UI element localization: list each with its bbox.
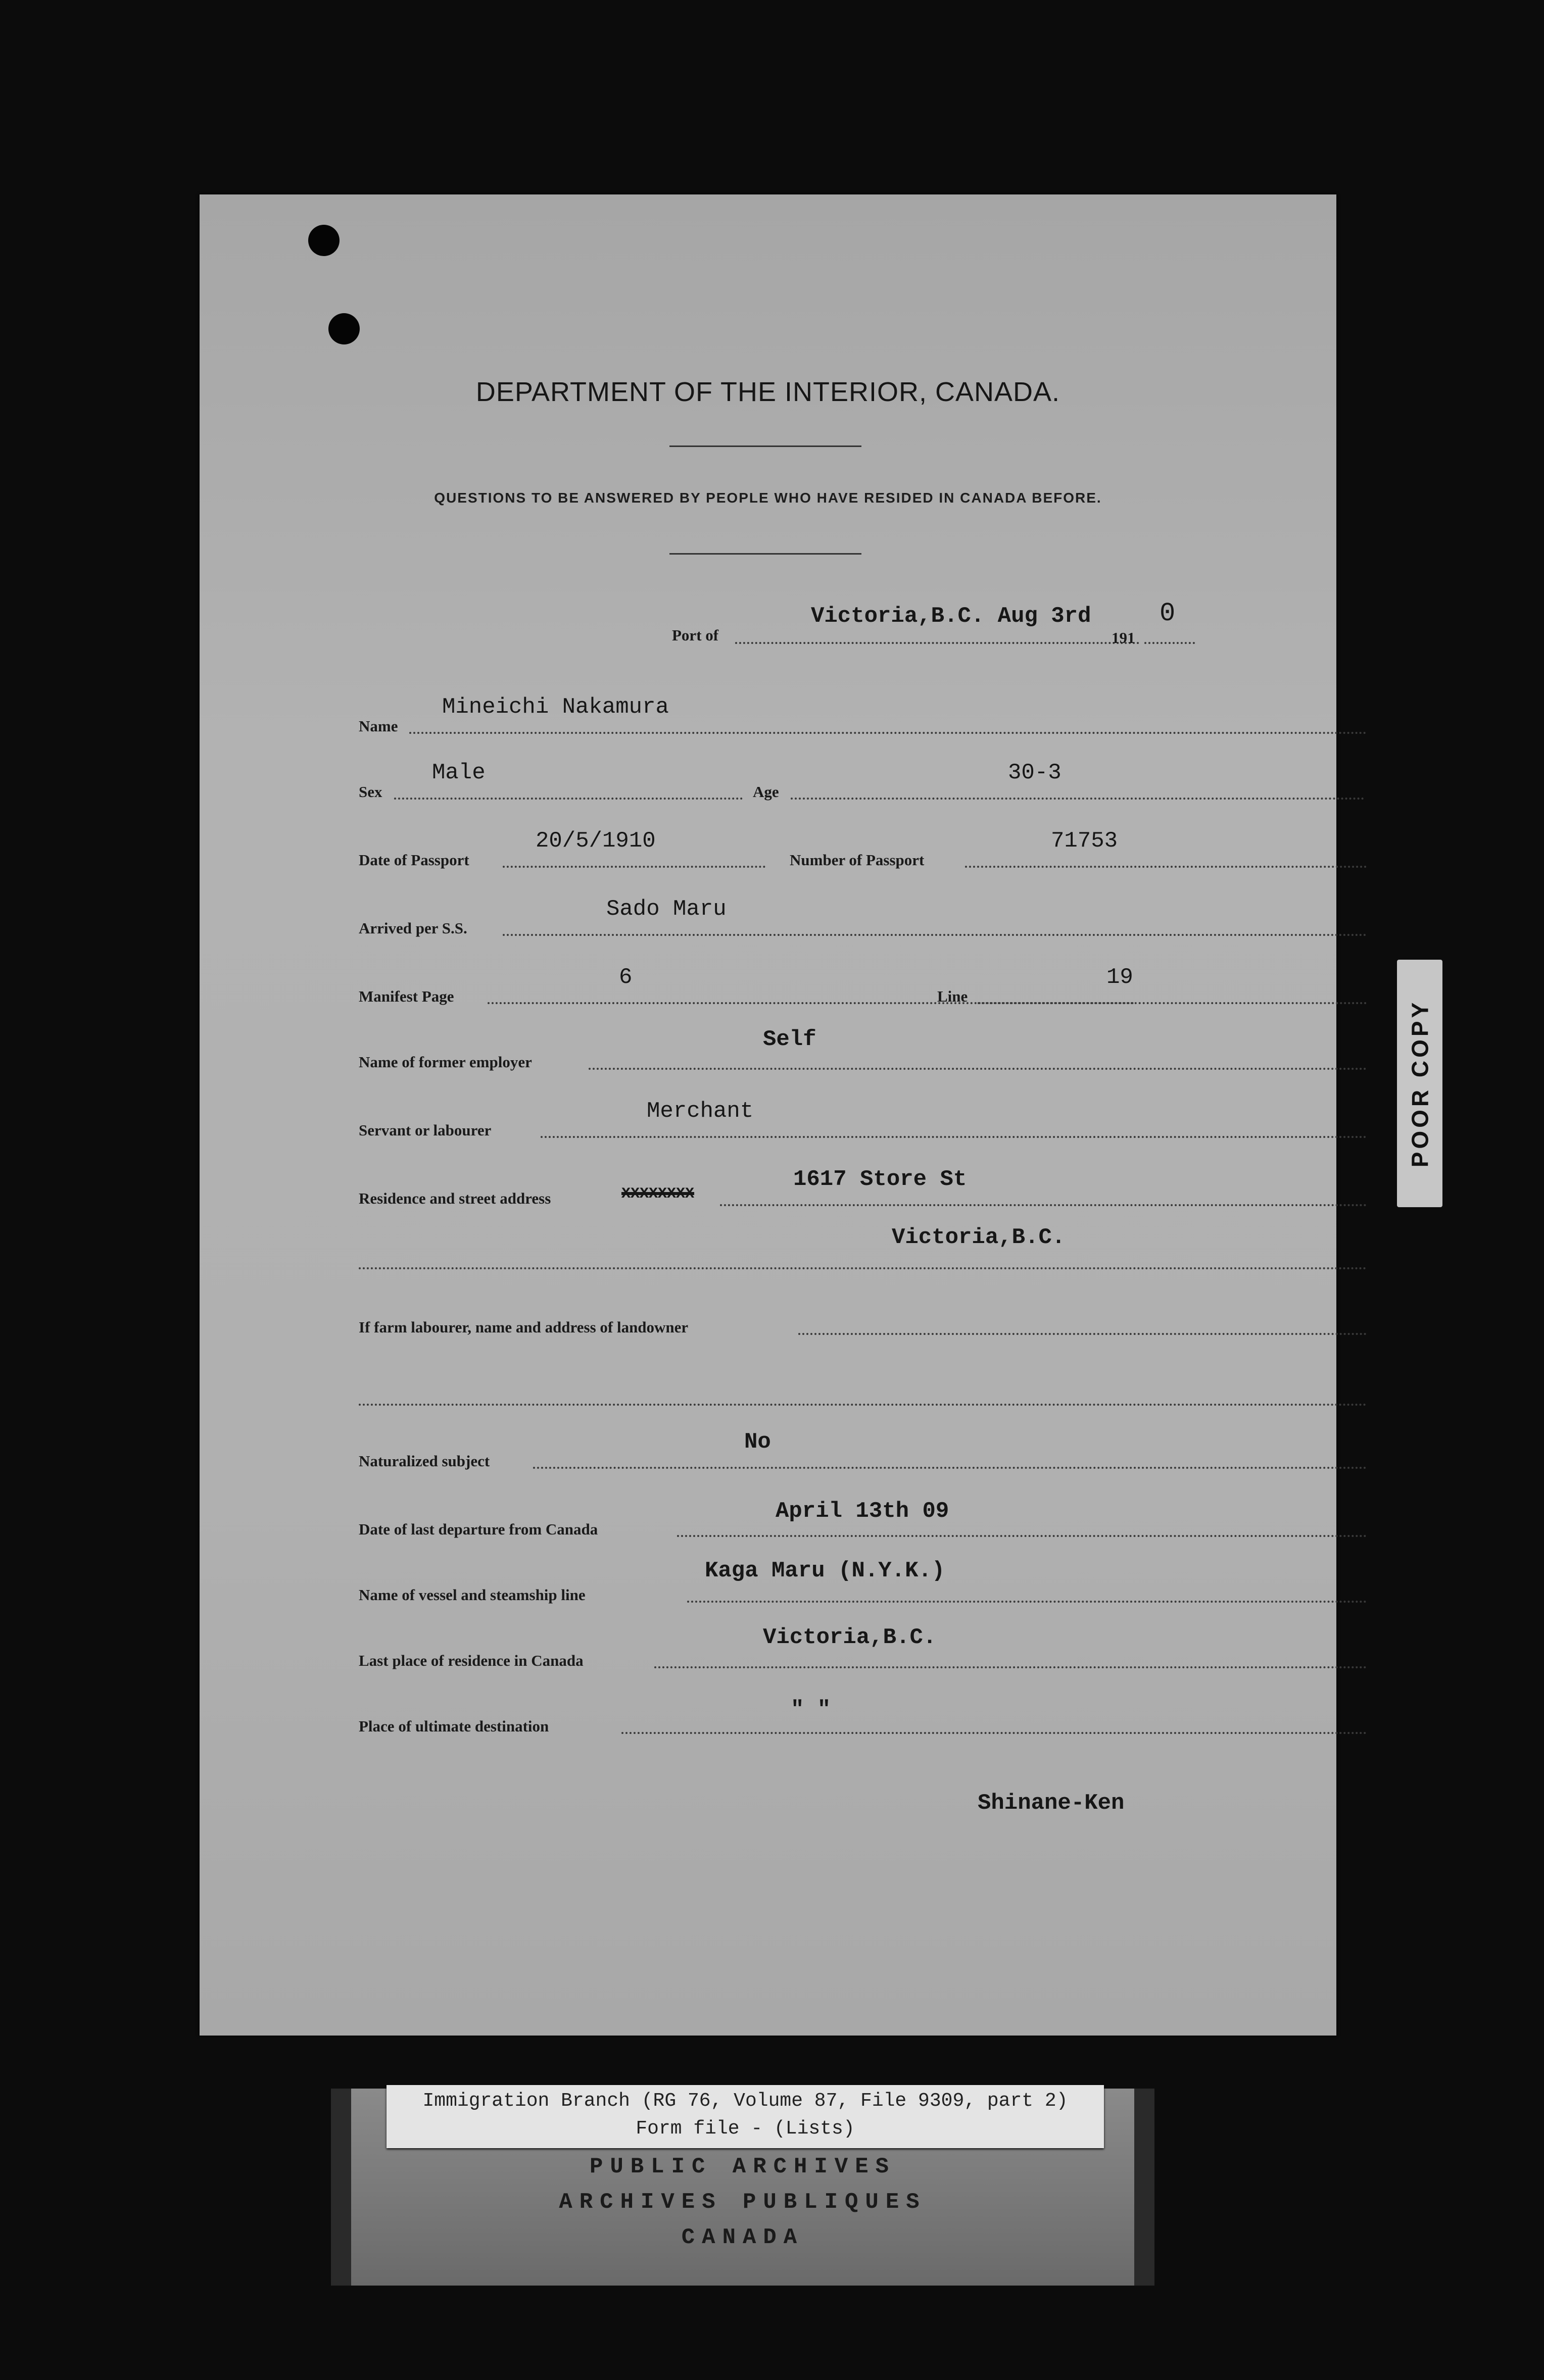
- former-employer-label: Name of former employer: [359, 1053, 532, 1071]
- notation-text: Shinane-Ken: [978, 1791, 1125, 1816]
- last-residence-label: Last place of residence in Canada: [359, 1652, 584, 1669]
- former-employer-value: Self: [763, 1027, 816, 1052]
- form-subtitle: QUESTIONS TO BE ANSWERED BY PEOPLE WHO HAVE RESIDED IN CANADA BEFORE.: [434, 490, 1102, 506]
- sex-label: Sex: [359, 783, 382, 801]
- line-value: 19: [1106, 965, 1133, 990]
- line-line: [978, 1002, 1367, 1004]
- poor-copy-stamp: [1397, 960, 1442, 1207]
- reference-label: [387, 2085, 1104, 2148]
- servant-label: Servant or labourer: [359, 1121, 492, 1139]
- year-suffix: 0: [1160, 599, 1176, 628]
- passport-date-label: Date of Passport: [359, 851, 469, 869]
- poor-copy-text: POOR COPY: [1407, 999, 1433, 1168]
- residence-struck-text: XXXXXXXX: [621, 1185, 695, 1203]
- vessel-label: Name of vessel and steamship line: [359, 1586, 586, 1604]
- residence-label: Residence and street address: [359, 1189, 551, 1207]
- reference-line-1: Immigration Branch (RG 76, Volume 87, File 9309, part 2): [422, 2090, 1068, 2112]
- age-line: [791, 798, 1364, 800]
- vessel-value: Kaga Maru (N.Y.K.): [705, 1558, 945, 1583]
- naturalized-line: [533, 1467, 1367, 1469]
- naturalized-value: No: [744, 1429, 771, 1455]
- punch-hole: [328, 313, 360, 344]
- destination-value: " ": [791, 1697, 831, 1722]
- form-title: DEPARTMENT OF THE INTERIOR, CANADA.: [475, 377, 1060, 407]
- passport-number-value: 71753: [1051, 828, 1118, 854]
- residence-line-2: [359, 1267, 1367, 1269]
- farm-line: [798, 1333, 1367, 1335]
- archive-edge: [331, 2089, 351, 2286]
- passport-number-line: [965, 866, 1367, 868]
- year-prefix: 191: [1112, 629, 1135, 647]
- age-value: 30-3: [1008, 760, 1062, 785]
- port-line: [735, 642, 1139, 644]
- last-departure-label: Date of last departure from Canada: [359, 1520, 598, 1538]
- reference-line-2: Form file - (Lists): [636, 2118, 855, 2140]
- archive-line-3: CANADA: [681, 2225, 804, 2250]
- last-departure-line: [677, 1535, 1367, 1537]
- archive-line-2: ARCHIVES PUBLIQUES: [559, 2190, 927, 2215]
- last-departure-value: April 13th 09: [776, 1499, 949, 1524]
- line-label: Line: [937, 987, 968, 1005]
- port-label: Port of: [672, 626, 719, 644]
- arrived-label: Arrived per S.S.: [359, 919, 467, 937]
- farm-label: If farm labourer, name and address of landowner: [359, 1318, 689, 1336]
- destination-label: Place of ultimate destination: [359, 1717, 549, 1735]
- sex-line: [394, 798, 743, 800]
- arrived-value: Sado Maru: [606, 897, 727, 922]
- punch-hole: [308, 225, 340, 256]
- passport-date-value: 20/5/1910: [536, 828, 656, 854]
- manifest-page-value: 6: [619, 965, 633, 990]
- residence-value: 1617 Store St: [793, 1167, 967, 1192]
- vessel-line: [687, 1601, 1367, 1603]
- immigration-form: [200, 194, 1336, 2036]
- last-residence-line: [654, 1666, 1367, 1668]
- name-label: Name: [359, 717, 398, 735]
- archive-edge: [1134, 2089, 1154, 2286]
- servant-line: [541, 1136, 1367, 1138]
- passport-date-line: [503, 866, 765, 868]
- title-divider: [669, 445, 861, 447]
- passport-number-label: Number of Passport: [790, 851, 925, 869]
- year-line: [1144, 642, 1195, 644]
- last-residence-value: Victoria,B.C.: [763, 1625, 937, 1650]
- residence-line: [720, 1204, 1367, 1206]
- manifest-page-label: Manifest Page: [359, 987, 454, 1005]
- residence-value-2: Victoria,B.C.: [892, 1225, 1066, 1250]
- name-line: [409, 732, 1367, 734]
- servant-value: Merchant: [647, 1099, 754, 1124]
- farm-line-2: [359, 1404, 1367, 1406]
- arrived-line: [503, 934, 1367, 936]
- naturalized-label: Naturalized subject: [359, 1452, 490, 1470]
- destination-line: [621, 1732, 1367, 1734]
- former-employer-line: [589, 1068, 1367, 1070]
- age-label: Age: [753, 783, 779, 801]
- name-value: Mineichi Nakamura: [442, 695, 669, 720]
- subtitle-divider: [669, 553, 861, 555]
- archive-line-1: PUBLIC ARCHIVES: [589, 2154, 896, 2179]
- sex-value: Male: [432, 760, 486, 785]
- port-value: Victoria,B.C. Aug 3rd: [811, 604, 1091, 629]
